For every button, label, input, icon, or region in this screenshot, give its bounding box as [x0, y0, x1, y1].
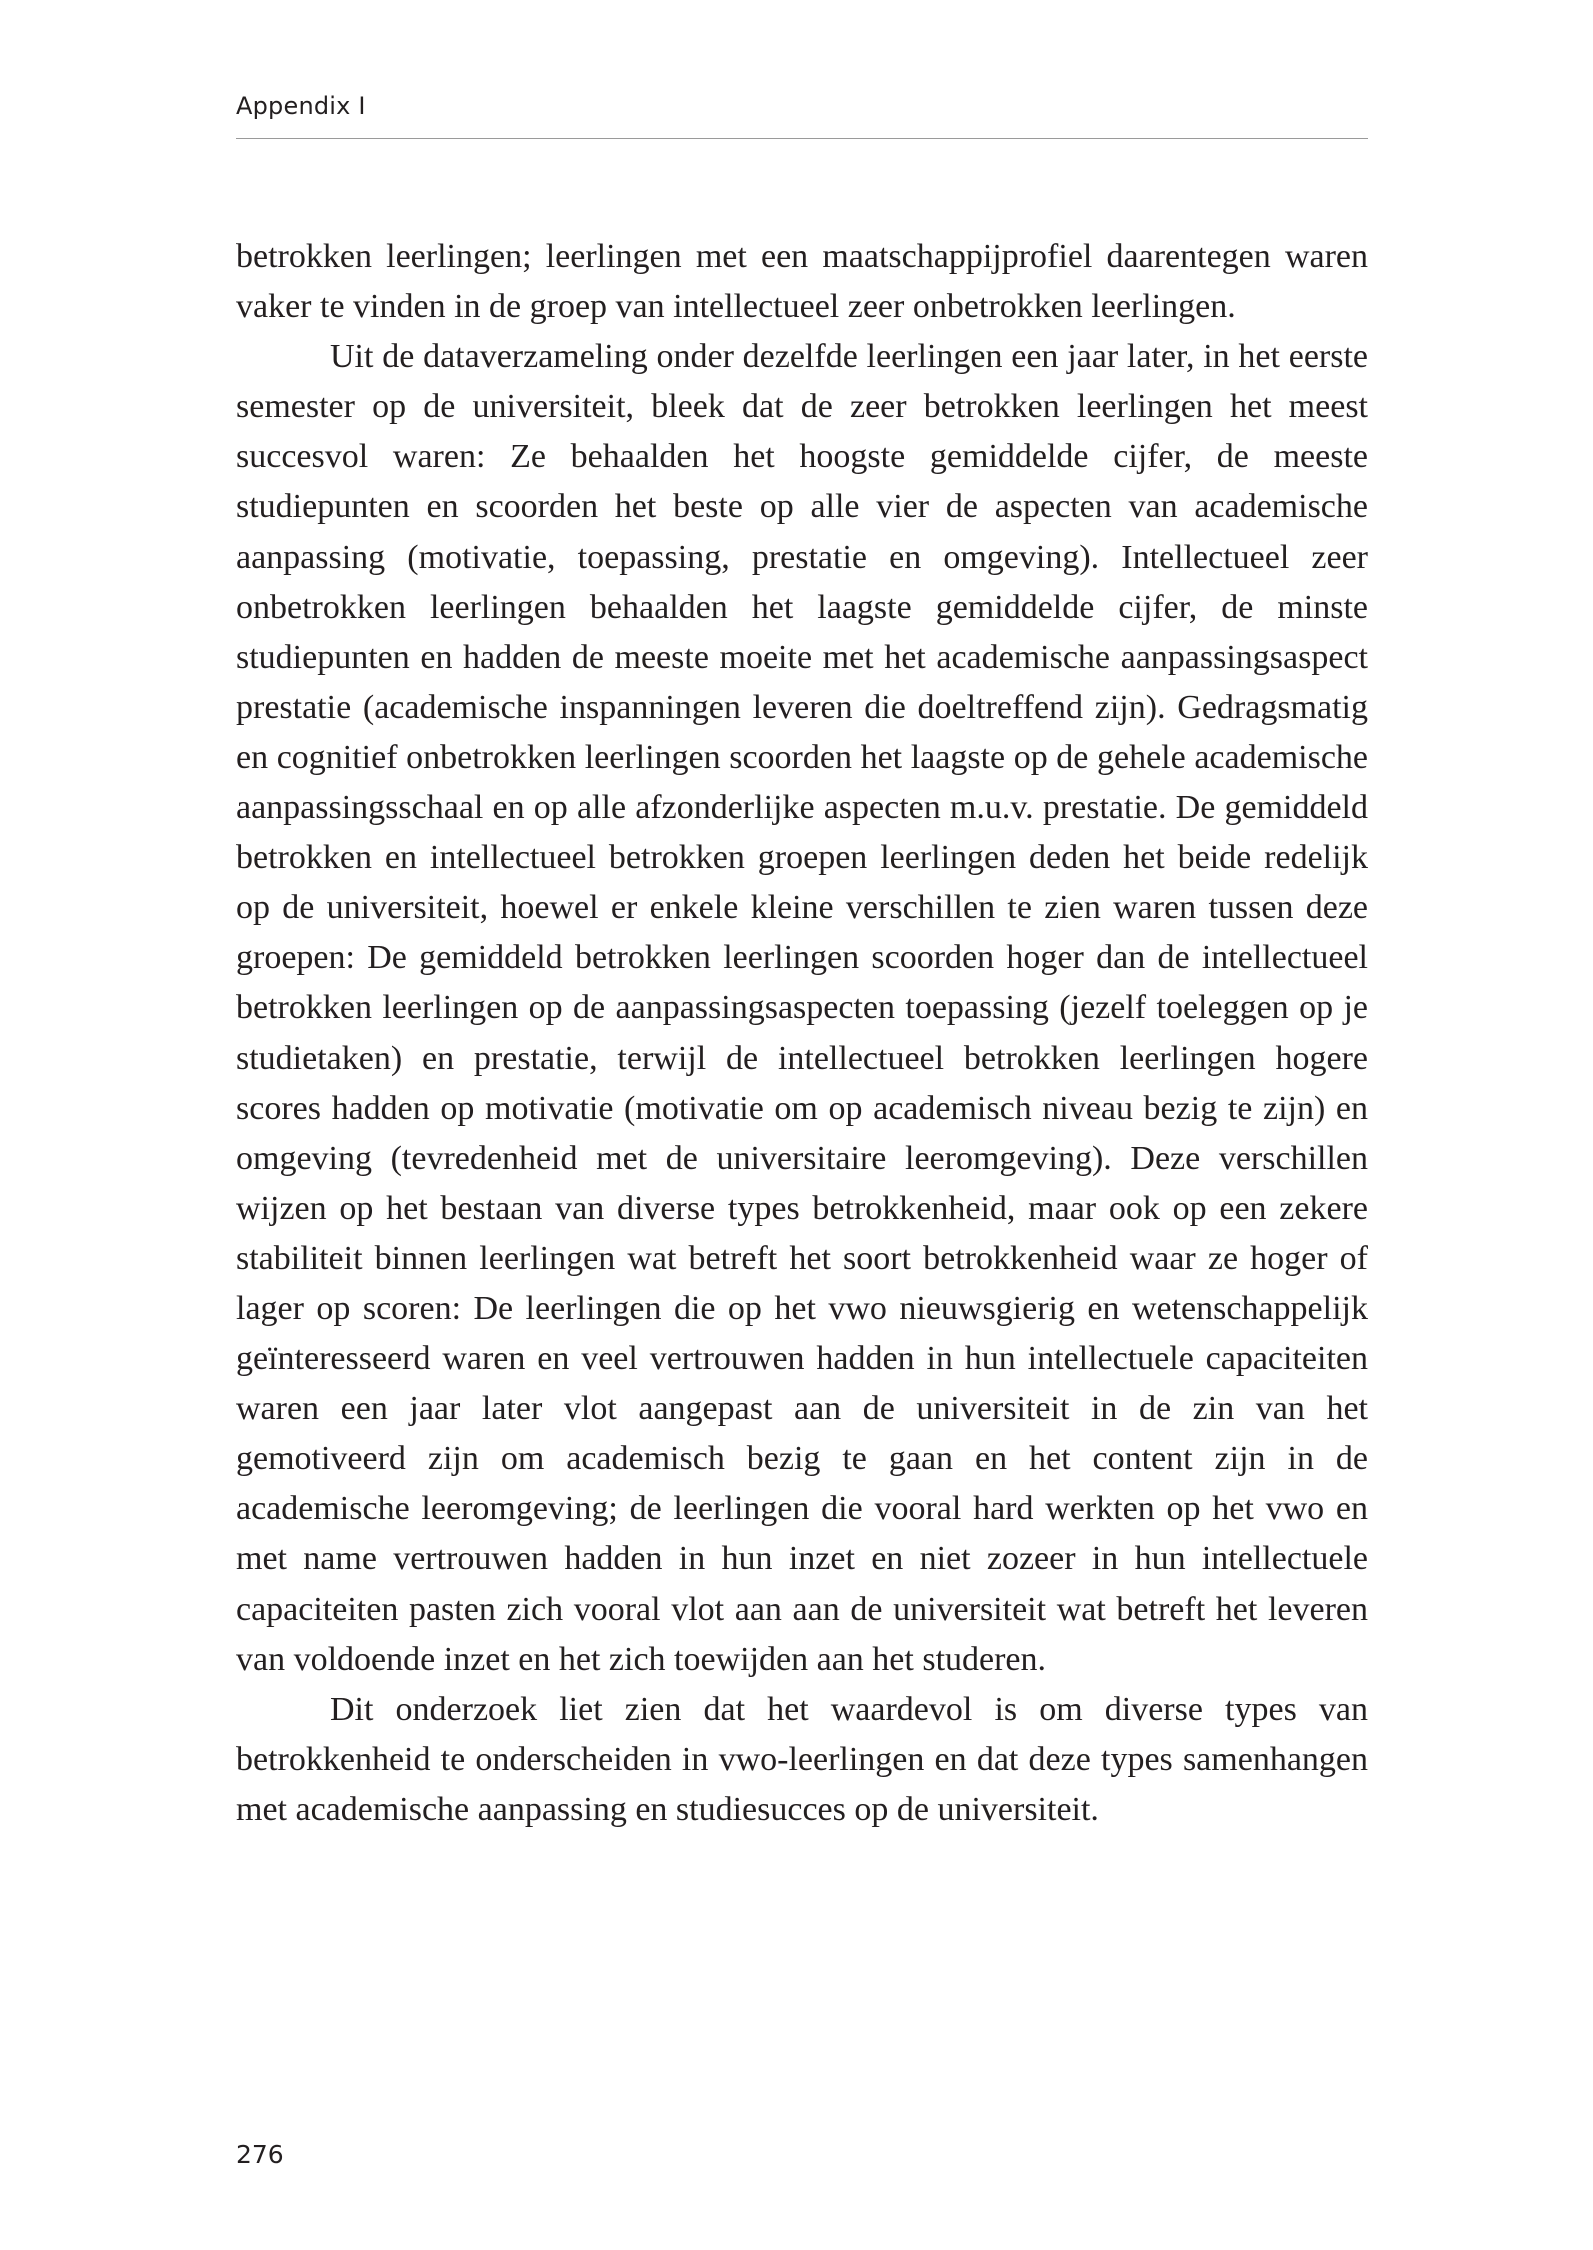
header-rule [236, 138, 1368, 139]
running-head: Appendix I [236, 92, 366, 120]
paragraph-continuation: betrokken leerlingen; leerlingen met een maatschappijprofiel daarentegen waren vaker te vinden in de groep van intellectueel zeer onbetrokken leerlingen. [236, 238, 1368, 326]
body-text [236, 232, 1368, 1835]
paragraph-conclusion: Dit onderzoek liet zien dat het waardevol is om diverse types van betrokkenheid te onderscheiden in vwo-leerlingen en dat deze types samenhangen met academische aanpassing en studiesucces op de universiteit. [236, 1690, 1368, 1828]
paragraph-results: Uit de dataverzameling onder dezelfde leerlingen een jaar later, in het eerste semester op de universiteit, bleek dat de zeer betrokken leerlingen het meest succesvol waren: Ze behaalden het hoogste gemiddelde cijfer, de meeste studiepunten en scoorden het beste op alle vier de aspecten van academische aanpassing (motivatie, toepassing, prestatie en omgeving). Intellectueel zeer onbetrokken leerlingen behaalden het laagste gemiddelde cijfer, de minste studiepunten en hadden de meeste moeite met het academische aanpassingsaspect prestatie (academische inspanningen leveren die doeltreffend zijn). Gedragsmatig en cognitief onbetrokken leerlingen scoorden het laagste op de gehele academische aanpassingsschaal en op alle afzonderlijke aspecten m.u.v. prestatie. De gemiddeld betrokken en intellectueel betrokken groepen leerlingen deden het beide redelijk op de universiteit, hoewel er enkele kleine verschillen te zien waren tussen deze groepen: De gemiddeld betrokken leerlingen scoorden hoger dan de intellectueel betrokken leerlingen op de aanpassingsaspecten toepassing (jezelf toeleggen op je studietaken) en prestatie, terwijl de intellectueel betrokken leerlingen hogere scores hadden op motivatie (motivatie om op academisch niveau bezig te zijn) en omgeving (tevredenheid met de universitaire leeromgeving). Deze verschillen wijzen op het bestaan van diverse types betrokkenheid, maar ook op een zekere stabiliteit binnen leerlingen wat betreft het soort betrokkenheid waar ze hoger of lager op scoren: De leerlingen die op het vwo nieuwsgierig en wetenschappelijk geïnteresseerd waren en veel vertrouwen hadden in hun intellectuele capaciteiten waren een jaar later vlot aangepast aan de universiteit in de zin van het gemotiveerd zijn om academisch bezig te gaan en het content zijn in de academische leeromgeving; de leerlingen die vooral hard werkten op het vwo en met name vertrouwen hadden in hun inzet en niet zozeer in hun intellectuele capaciteiten pasten zich vooral vlot aan aan de universiteit wat betreft het leveren van voldoende inzet en het zich toewijden aan het studeren. [236, 338, 1368, 1678]
page-number: 276 [236, 2140, 284, 2169]
